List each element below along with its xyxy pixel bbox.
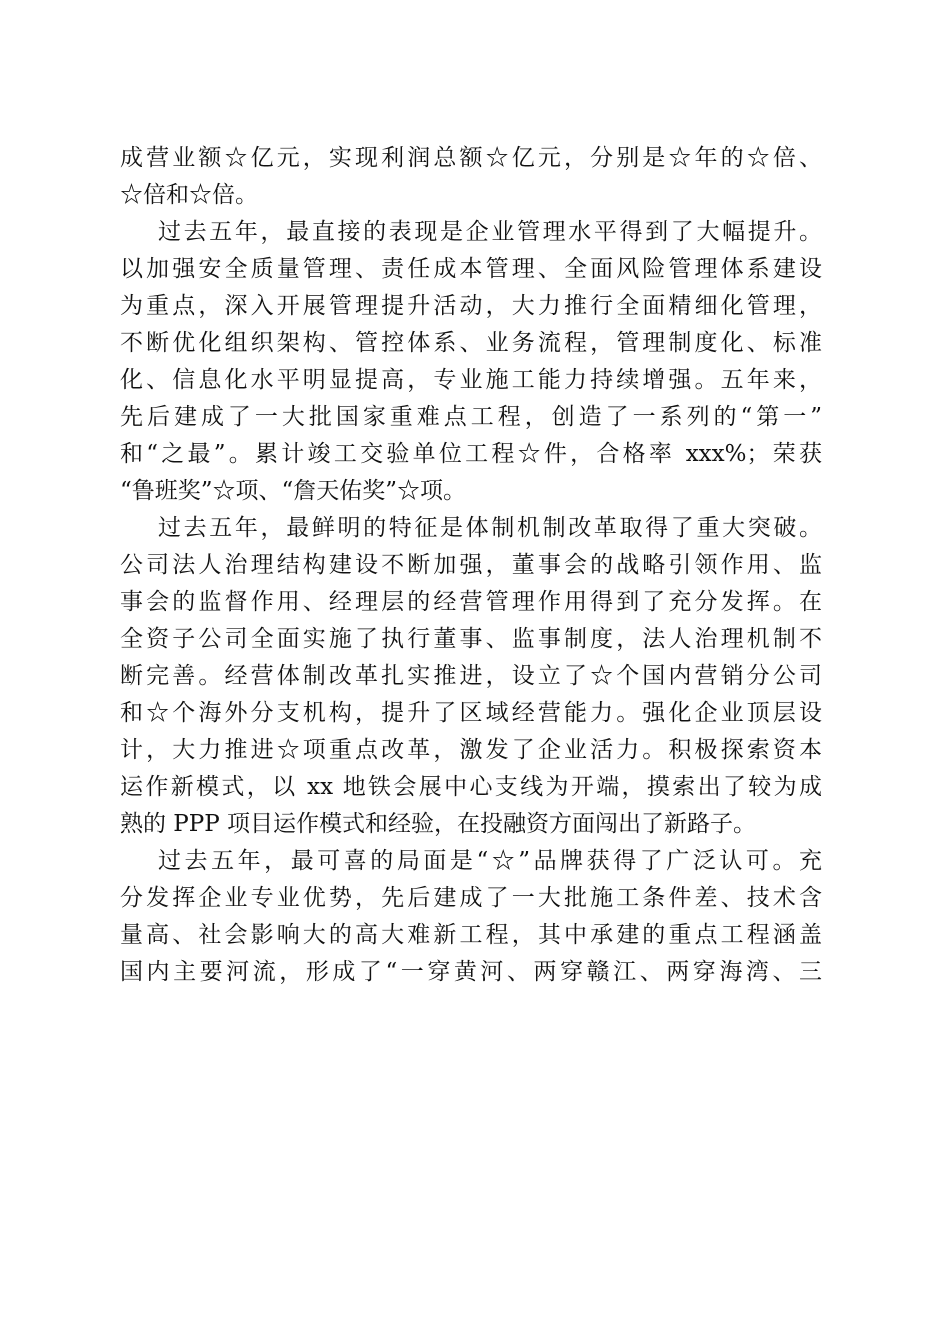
paragraph-1-line-1: 成营业额☆亿元，实现利润总额☆亿元，分别是☆年的☆倍、 xyxy=(120,145,822,171)
paragraph-2-line-3: 为重点，深入开展管理提升活动，大力推行全面精细化管理， xyxy=(120,293,822,319)
paragraph-3-line-7: 计，大力推进☆项重点改革，激发了企业活力。积极探索资本 xyxy=(120,737,822,763)
paragraph-3-line-9: 熟的 PPP 项目运作模式和经验，在投融资方面闯出了新路子。 xyxy=(120,811,757,837)
paragraph-2-line-4: 不断优化组织架构、管控体系、业务流程，管理制度化、标准 xyxy=(120,330,822,356)
paragraph-4-line-3: 量高、社会影响大的高大难新工程，其中承建的重点工程涵盖 xyxy=(120,922,822,948)
paragraph-3-line-5: 断完善。经营体制改革扎实推进，设立了☆个国内营销分公司 xyxy=(120,663,822,689)
paragraph-1-line-2: ☆倍和☆倍。 xyxy=(120,182,258,208)
paragraph-2-line-8: “鲁班奖”☆项、“詹天佑奖”☆项。 xyxy=(120,478,467,504)
paragraph-3-line-2: 公司法人治理结构建设不断加强，董事会的战略引领作用、监 xyxy=(120,552,822,578)
paragraph-4-line-2: 分发挥企业专业优势，先后建成了一大批施工条件差、技术含 xyxy=(120,885,822,911)
paragraph-2-line-7: 和“之最”。累计竣工交验单位工程☆件，合格率 xxx%；荣获 xyxy=(120,441,822,467)
document-body xyxy=(120,140,822,991)
paragraph-3-line-1: 过去五年，最鲜明的特征是体制机制改革取得了重大突破。 xyxy=(158,515,822,541)
paragraph-4-line-1: 过去五年，最可喜的局面是“☆”品牌获得了广泛认可。充 xyxy=(158,848,822,874)
paragraph-3-line-6: 和☆个海外分支机构，提升了区域经营能力。强化企业顶层设 xyxy=(120,700,822,726)
paragraph-2-line-2: 以加强安全质量管理、责任成本管理、全面风险管理体系建设 xyxy=(120,256,822,282)
paragraph-3-line-4: 全资子公司全面实施了执行董事、监事制度，法人治理机制不 xyxy=(120,626,822,652)
paragraph-2-line-5: 化、信息化水平明显提高，专业施工能力持续增强。五年来， xyxy=(120,367,822,393)
paragraph-3-line-8: 运作新模式，以 xx 地铁会展中心支线为开端，摸索出了较为成 xyxy=(120,774,822,800)
paragraph-2-line-6: 先后建成了一大批国家重难点工程，创造了一系列的“第一” xyxy=(120,404,822,430)
paragraph-3-line-3: 事会的监督作用、经理层的经营管理作用得到了充分发挥。在 xyxy=(120,589,822,615)
paragraph-4-line-4: 国内主要河流，形成了“一穿黄河、两穿赣江、两穿海湾、三 xyxy=(120,959,822,985)
paragraph-2-line-1: 过去五年，最直接的表现是企业管理水平得到了大幅提升。 xyxy=(158,219,822,245)
